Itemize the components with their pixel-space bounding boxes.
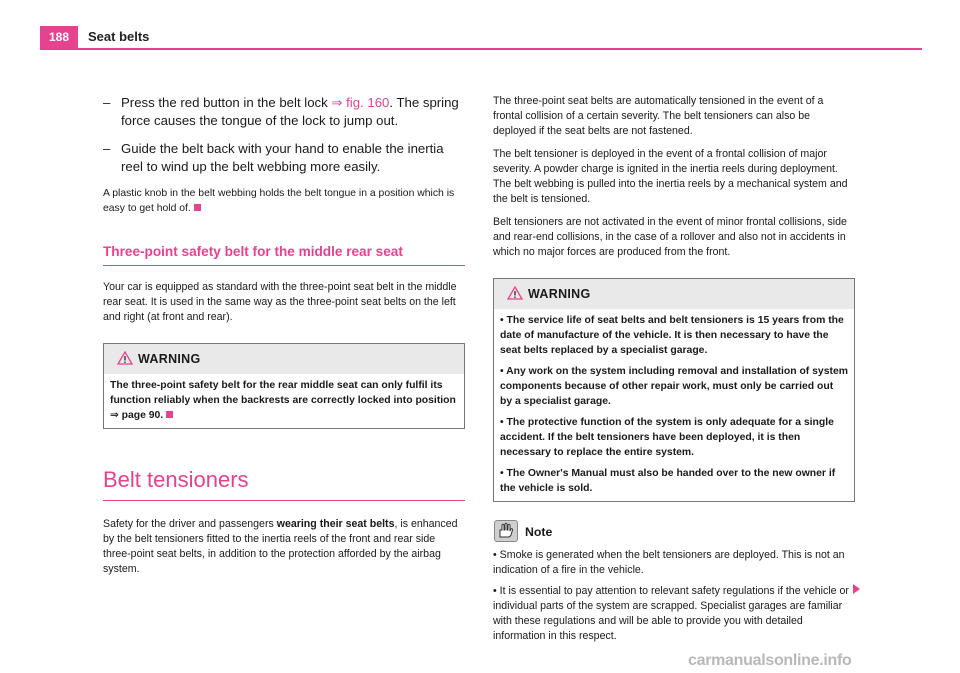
right-column xyxy=(493,94,855,650)
note-hand-icon xyxy=(494,520,518,542)
next-page-arrow-icon[interactable] xyxy=(853,584,860,594)
note-item: • It is essential to pay attention to relevant safety regulations if the vehicle or individual parts of the system are scrapped. Specialist garages are familiar with these regulations and will be able to provide you with detailed information in this respect. xyxy=(493,585,849,642)
watermark: carmanualsonline.info xyxy=(688,652,852,669)
warning-box-middle-seat xyxy=(103,343,465,429)
warning-item: • Any work on the system including removal and installation of system components because of other repair work, must only be carried out by a specialist garage. xyxy=(500,366,848,407)
warning-body: The three-point safety belt for the rear middle seat can only fulfil its function reliably when the backrests are correctly locked into position ⇒ page 90. xyxy=(110,380,456,421)
note-item: • Smoke is generated when the belt tensioners are deployed. This is not an indication of a fire in the vehicle. xyxy=(493,549,845,576)
note-title: Note xyxy=(525,525,553,539)
page-number: 188 xyxy=(40,26,78,48)
chapter-title: Seat belts xyxy=(88,29,150,44)
warning-item: • The service life of seat belts and belt tensioners is 15 years from the date of manufacture of the vehicle. It is then necessary to have the seat belts replaced by a specialist garage. xyxy=(500,315,844,356)
warning-item: • The Owner's Manual must also be handed over to the new owner if the vehicle is sold. xyxy=(500,468,836,494)
end-mark-icon xyxy=(166,411,173,418)
warning-box-tensioners xyxy=(493,278,855,502)
tensioner-paragraph: Belt tensioners are not activated in the event of minor frontal collisions, side and rear-end collisions, in the case of a rollover and also not in accidents in which no major forces are produced from the front. xyxy=(493,216,847,258)
left-column xyxy=(103,94,465,585)
end-mark-icon xyxy=(194,204,201,211)
instruction-step: – Press the red button in the belt lock ⇒ fig. 160. The spring force causes the tongue of the lock to jump out. xyxy=(103,95,459,128)
instruction-step: – Guide the belt back with your hand to enable the inertia reel to wind up the belt webbing more easily. xyxy=(103,141,444,174)
middle-rear-belt-paragraph: Your car is equipped as standard with the three-point seat belt in the middle rear seat. It is used in the same way as the three-point seat belts on the left and right (at front and rear). xyxy=(103,281,457,323)
warning-triangle-icon xyxy=(507,286,523,300)
note-body xyxy=(493,548,855,644)
warning-title: WARNING xyxy=(528,287,591,301)
plastic-knob-note: A plastic knob in the belt webbing holds the belt tongue in a position which is easy to get hold of. xyxy=(103,188,455,214)
note-header xyxy=(493,520,855,544)
warning-item: • The protective function of the system is only adequate for a single accident. If the belt tensioners have been deployed, it is then necessary to replace the entire system. xyxy=(500,417,834,458)
section-heading-belt-tensioners: Belt tensioners xyxy=(103,467,465,501)
warning-body xyxy=(494,309,854,501)
warning-triangle-icon xyxy=(117,351,133,365)
warning-header xyxy=(494,279,854,309)
tensioner-paragraph: The three-point seat belts are automatically tensioned in the event of a frontal collision of a certain severity. The belt tensioners can also be deployed if the seat belts are not fastened. xyxy=(493,95,824,137)
tensioner-paragraph: The belt tensioner is deployed in the event of a frontal collision of major severity. A powder charge is ignited in the inertia reels during deployment. The belt webbing is pulled into the inertia reels by a mechanical system and the belt is tensioned. xyxy=(493,148,848,205)
figure-link[interactable]: ⇒ fig. 160 xyxy=(331,95,390,110)
warning-header xyxy=(104,344,464,374)
section-heading-middle-rear-belt: Three-point safety belt for the middle rear seat xyxy=(103,244,465,266)
page-header xyxy=(40,26,922,50)
belt-tensioners-intro: Safety for the driver and passengers wearing their seat belts, is enhanced by the belt tensioners fitted to the inertia reels of the front and rear side three-point seat belts, in addition to the protection afforded by the airbag system. xyxy=(103,518,458,575)
warning-title: WARNING xyxy=(138,352,201,366)
